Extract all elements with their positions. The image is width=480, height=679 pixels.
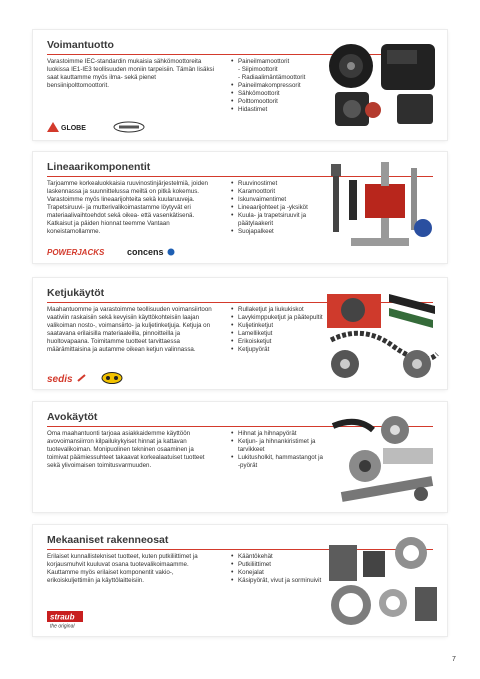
svg-text:GLOBE: GLOBE <box>61 125 86 132</box>
bullet-item: • Sähkömoottorit <box>231 90 323 98</box>
section-title: Avokäytöt <box>47 411 98 423</box>
engine-photo <box>323 36 441 136</box>
brand-logos <box>47 246 175 258</box>
bullet-item: • Polttomoottorit <box>231 98 323 106</box>
svg-text:straub: straub <box>50 612 75 622</box>
bullet-item: • Rullaketjut ja liukukiskot <box>231 306 323 314</box>
briggs-stratton-logo <box>113 121 145 133</box>
brand-logos <box>47 611 83 629</box>
bullet-item: • Lineaarijohteet ja -yksiköt <box>231 204 323 212</box>
section-ketjukaytot <box>33 278 447 389</box>
bullet-item: - Radiaalimäntämoottorit <box>238 74 306 82</box>
ggb-logo <box>101 372 123 384</box>
bullet-item: • Käsipyörät, vivut ja sorminuivit <box>231 577 323 585</box>
section-voimantuotto <box>33 30 447 140</box>
bullet-item: • Paineilmamoottorit <box>231 58 323 66</box>
gears-and-belts-photo <box>323 408 441 508</box>
bullet-item: • Konejalat <box>231 569 323 577</box>
section-mekaaniset-rakenneosat <box>33 525 447 636</box>
bullet-item: • Paineilmakompressorit <box>231 82 323 90</box>
bullet-list <box>231 58 323 114</box>
svg-text:concens: concens <box>127 247 164 257</box>
mechanical-parts-photo <box>323 531 441 631</box>
bullet-item: • Kuljetinketjut <box>231 322 323 330</box>
bullet-list <box>231 306 323 354</box>
bullet-item: • Putkiliittimet <box>231 561 323 569</box>
bullet-item: - Siipimoottorit <box>238 66 278 74</box>
bullet-item: • Lamelliketjut <box>231 330 323 338</box>
brand-logos <box>47 121 145 133</box>
bullet-item: • Karamoottorit <box>231 188 323 196</box>
svg-text:the original: the original <box>50 623 75 629</box>
bullet-item: • Lukitusholkit, hammastangot ja -pyörät <box>231 454 323 470</box>
section-avokaytot <box>33 402 447 512</box>
bullet-item: • Hihnat ja hihnapyörät <box>231 430 323 438</box>
concens-logo <box>127 246 175 258</box>
bullet-item: • Iskunvaimentimet <box>231 196 323 204</box>
globe-logo <box>47 121 99 133</box>
section-title: Voimantuotto <box>47 39 114 51</box>
section-lineaarikomponentit <box>33 152 447 263</box>
brand-logos <box>47 372 123 384</box>
bullet-item: • Kuula- ja trapetsiruuvit ja päätylaakerit <box>231 212 323 228</box>
sedis-logo <box>47 372 87 384</box>
bullet-item: • Hidastimet <box>231 106 323 114</box>
svg-text:sedis: sedis <box>47 374 73 384</box>
section-text: Oma maahantuonti tarjoaa asiakkaidemme käyttöön avovoimansiirron kilpailukykyiset hinnat ja kattavan tuotevalikoiman. Monipuolinen tekninen osaaminen ja toimivat päämiessuhteet takaavat korkealaatuiset tuotteet sekä ylivoimaisen toimitusvarmuuden. <box>47 430 205 470</box>
section-title: Lineaarikomponentit <box>47 161 151 173</box>
svg-text:POWERJACKS: POWERJACKS <box>47 248 105 257</box>
bullet-list <box>231 553 323 585</box>
straub-logo <box>47 611 83 629</box>
section-text: Tarjoamme korkealuokkaisia ruuvinostinjärjestelmiä, joiden laskennassa ja suunnittelussa meiltä on pitkä kokemus. Varastoimme myös lineaarijohteita sekä kuularuuveja. Trapetsiruuvi- ja mutterivalikoimastamme löytyvät eri materiaalivaihtoehdot sekä oikea- että vasenkätisenä. Katkaisut ja päiden hionnat teemme Vantaan koneistamollamme. <box>47 180 208 236</box>
bullet-item: • Kääntökehät <box>231 553 323 561</box>
section-text: Maahantuomme ja varastoimme teollisuuden voimansiirtoon vaativiin raskaisiin sekä kevyisiin käyttökohteisiin laajan valikoiman nosto-, voimansiirto- ja kuljetinketjuja. Ketjuja on saatavana erilaisilla materiaaleilla, pinnoitteilla ja huoltovapaana. Toimitamme tuotteet tarvittaessa määrämittaisina ja autamme oikean ketjun valinnassa. <box>47 306 212 354</box>
linear-components-photo <box>323 158 441 258</box>
page-number: 7 <box>452 656 456 663</box>
bullet-list <box>231 430 323 470</box>
bullet-item: • Ketjupyörät <box>231 346 323 354</box>
bullet-list <box>231 180 323 236</box>
section-title: Mekaaniset rakenneosat <box>47 534 169 546</box>
chain-photo <box>323 284 441 384</box>
powerjacks-logo <box>47 247 113 257</box>
bullet-item: • Ruuvinostimet <box>231 180 323 188</box>
bullet-item: • Lavykimppuketjut ja päätepultit <box>231 314 323 322</box>
bullet-item: • Ketjun- ja hihnankiristimet ja tarvikkeet <box>231 438 323 454</box>
section-text: Erilaiset kunnallistekniset tuotteet, kuten putkiliittimet ja korjausmuhvit kuuluvat osana tuotevalikoimaamme. Kauttamme myös erilaiset komponentit vakio-, erikoiskuljettimiin ja käyttölaitteisiin. <box>47 553 198 585</box>
bullet-item: • Suojapalkeet <box>231 228 323 236</box>
section-text: Varastoimme IEC-standardin mukaisia sähkömoottoreita luokissa IE1-IE3 teollisuuden moniin tarpeisiin. Tämän lisäksi saat kauttamme myös ilma- sekä pienet bensiinipolttomoottorit. <box>47 58 215 90</box>
section-title: Ketjukäytöt <box>47 287 105 299</box>
bullet-item: • Erikoisketjut <box>231 338 323 346</box>
